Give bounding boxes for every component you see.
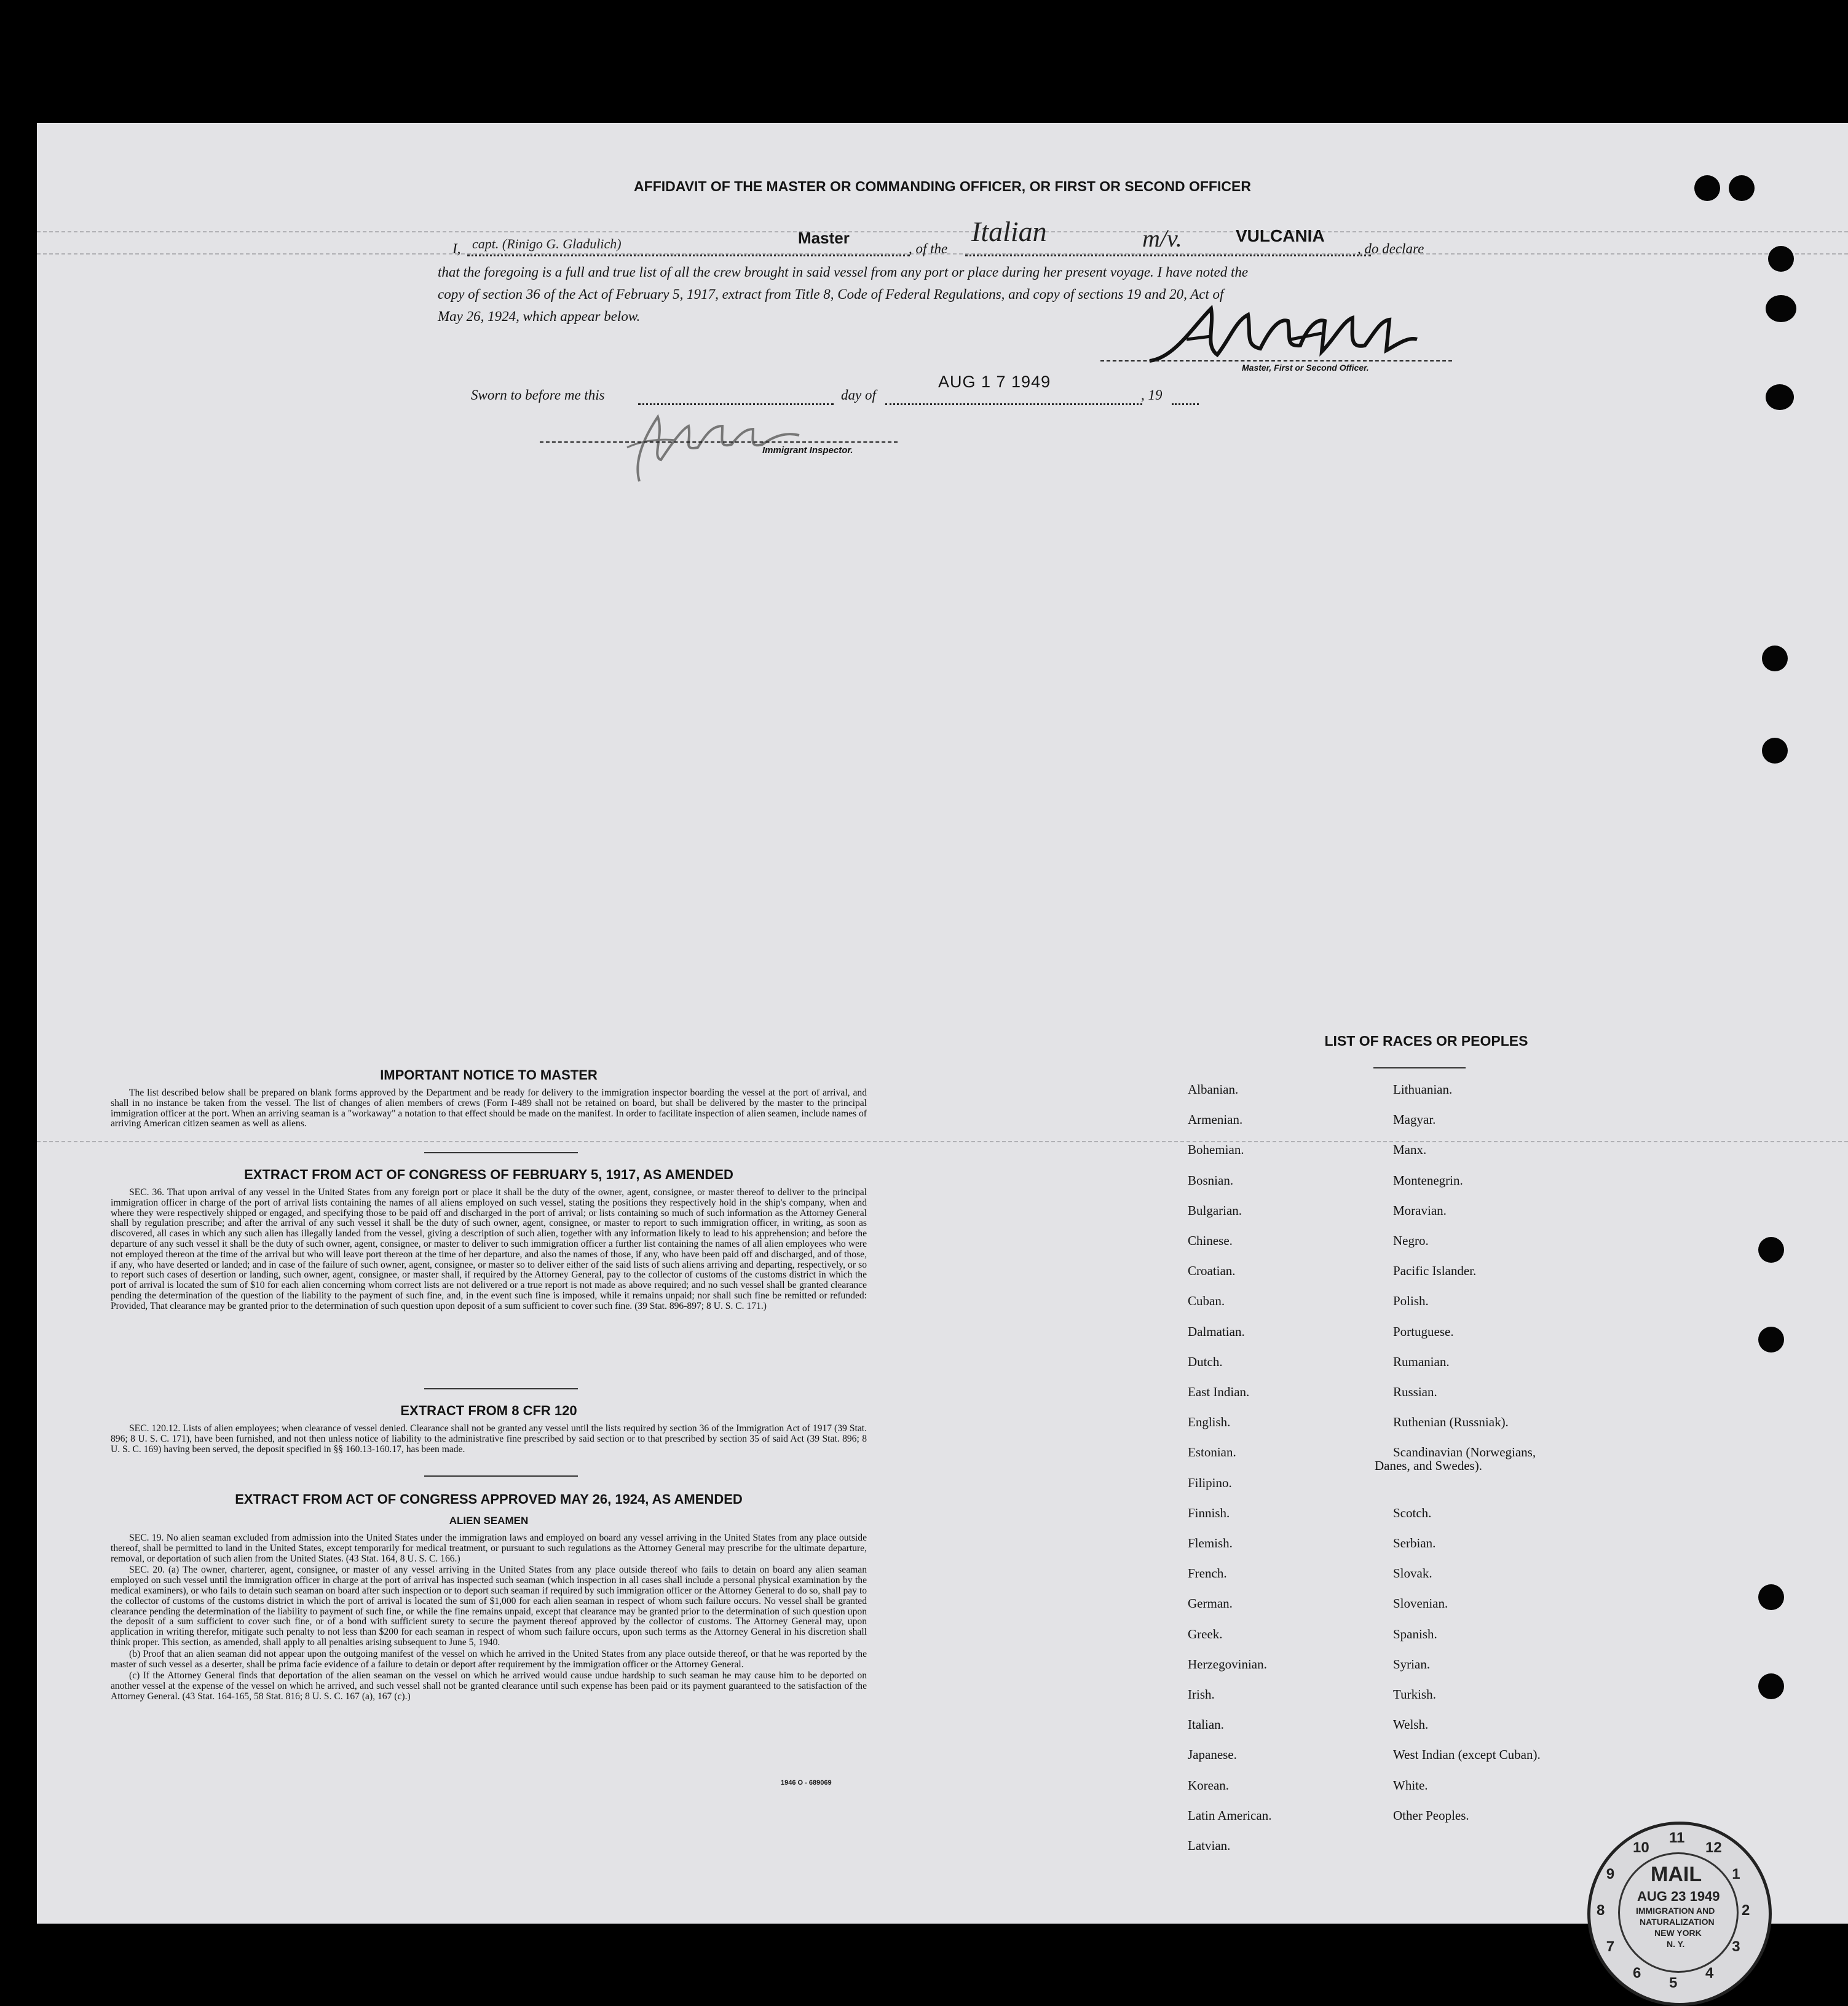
punch-hole — [1766, 295, 1796, 322]
mail-stamp — [1587, 1822, 1772, 2006]
race-item: Bulgarian. — [1188, 1202, 1242, 1218]
race-item: Armenian. — [1188, 1112, 1243, 1127]
stamp-ring-number: 9 — [1606, 1866, 1615, 1882]
extract-1917-heading: EXTRACT FROM ACT OF CONGRESS OF FEBRUARY 5, 1917, AS AMENDED — [244, 1167, 733, 1182]
punch-hole — [1758, 1673, 1784, 1699]
affidavit-line-3: copy of section 36 of the Act of February 5, 1917, extract from Title 8, Code of Federal Regulations, and copy of sections 19 and 20, Act of — [438, 286, 1224, 302]
race-item: Syrian. — [1393, 1656, 1431, 1672]
stamp-ring-number: 2 — [1742, 1902, 1750, 1919]
race-item: Manx. — [1393, 1142, 1427, 1158]
rank: Master — [798, 229, 850, 247]
race-item: Danes, and Swedes). — [1375, 1458, 1482, 1474]
race-item: Finnish. — [1188, 1505, 1230, 1520]
race-item: East Indian. — [1188, 1384, 1250, 1399]
race-item: Ruthenian (Russniak). — [1393, 1415, 1509, 1430]
race-item: Rumanian. — [1393, 1354, 1450, 1369]
race-item: Irish. — [1188, 1687, 1215, 1702]
day-of-label: day of — [841, 387, 876, 403]
of-the-label: , of the — [909, 241, 948, 256]
race-item: Other Peoples. — [1393, 1807, 1469, 1823]
extract-1917-text — [111, 1188, 867, 1313]
punch-hole — [1766, 384, 1794, 410]
stamp-ring-number: 1 — [1732, 1866, 1740, 1882]
punch-hole — [1762, 646, 1788, 671]
extract-cfr-heading: EXTRACT FROM 8 CFR 120 — [400, 1403, 577, 1418]
race-item: French. — [1188, 1566, 1227, 1581]
stamp-ring-number: 3 — [1732, 1938, 1740, 1955]
stamp-mail: MAIL — [1651, 1863, 1702, 1886]
date-stamp: AUG 1 7 1949 — [938, 373, 1051, 391]
extract-1924-sec20a: SEC. 20. (a) The owner, charterer, agent, consignee, or master of any vessel arriving in the United States from any place outside thereof who fails to detain on board any alien seaman employed on such vessel until the immigration officer in charge at the port of arrival has inspected such seaman (which inspection in all cases shall include a personal physical examination by the medical examiners), or who fails to detain such seaman on board after such inspection or to deport such seaman if required by such immigration officer or the Attorney General to do so, shall pay to the collector of customs of the customs district in which the port of arrival is located the sum of $1,000 for each alien seaman in respect of whom such failure occurs. No vessel shall be granted clearance pending the determination of the liability to payment of such fine, or while the fine remains unpaid, except that clearance may be granted prior to the determination of such question upon the deposit of a sum sufficient to cover such fine, or of a bond with sufficient surety to secure the payment thereof approved by the collector of customs. The Attorney General may, upon application in writing therefor, mitigate such penalty to not less than $200 for each seaman in respect of whom such failure occurs, upon such terms as the Attorney General in his discretion shall think proper. This section, as amended, shall apply to all penalties arising subsequent to June 5, 1940. — [111, 1565, 867, 1648]
form-sheet — [37, 123, 1848, 1991]
stamp-ring-number: 5 — [1669, 1975, 1678, 1991]
race-item: Dutch. — [1188, 1354, 1223, 1369]
extract-1917-paragraph: SEC. 36. That upon arrival of any vessel in the United States from any foreign port or place it shall be the duty of the owner, agent, consignee, or master thereof to deliver to the principal immigration officer in charge of the port of arrival lists containing the names of all aliens employed on such vessel, stating the positions they respectively hold in the ship's company, when and where they were respectively shipped or engaged, and specifying those to be paid off and discharged in the port of arrival; or lists containing so much of such information as the Attorney General shall by regulation prescribe; and after the arrival of any such vessel it shall be the duty of such owner, agent, consignee, or master to report to such immigration officer, in writing, as soon as discovered, all cases in which any such alien has illegally landed from the vessel, giving a description of such alien, together with any information likely to lead to his apprehension; and before the departure of any such vessel it shall be the duty of such owner, agent, consignee, or master to deliver to such immigration officer a further list containing the names of all alien employees who were not employed thereon at the time of the arrival but who will leave port thereon at the time of her departure, and also the names of those, if any, who have been paid off and discharged, and of those, if any, who have deserted or landed; and in case of the failure of such owner, agent, consignee, or master so to deliver either of the said lists of such aliens arriving and departing, respectively, or so to report such cases of desertion or landing, such owner, agent, consignee, or master shall, if required by the Attorney General, pay to the collector of customs of the customs district in which the port of arrival is located the sum of $10 for each alien concerning whom correct lists are not delivered or a true report is not made as above required; and no such vessel shall be granted clearance pending the determination of the question of the liability to the payment of such fine, and, in the event such fine is imposed, while it remains unpaid; nor shall such fine be remitted or refunded: Provided, That clearance may be granted prior to the determination of such question upon deposit of a sum sufficient to cover such fine. (39 Stat. 896-897; 8 U. S. C. 171.) — [111, 1187, 867, 1311]
race-item: White. — [1393, 1777, 1428, 1793]
race-item: Lithuanian. — [1393, 1082, 1453, 1097]
race-item: Albanian. — [1188, 1082, 1239, 1097]
year-label: , 19 — [1141, 387, 1163, 403]
do-declare: , do declare — [1357, 241, 1424, 256]
punch-hole — [1758, 1327, 1784, 1352]
extract-1924-sec19: SEC. 19. No alien seaman excluded from admission into the United States under the immigration laws and employed on board any vessel arriving in the United States from any place outside thereof, shall be permitted to land in the United States, except temporarily for medical treatment, or pursuant to such regulations as the Attorney General may prescribe for the ultimate departure, removal, or deportation of such alien from the United States. (43 Stat. 164, 8 U. S. C. 166.) — [111, 1533, 867, 1564]
race-item: English. — [1188, 1415, 1231, 1430]
notice-text — [111, 1088, 867, 1131]
race-item: Scotch. — [1393, 1505, 1432, 1520]
nationality: Italian — [971, 216, 1047, 247]
stamp-ring-number: 11 — [1669, 1830, 1685, 1846]
inspector-caption: Immigrant Inspector. — [762, 445, 853, 456]
punch-hole — [1762, 738, 1788, 764]
race-item: Japanese. — [1188, 1747, 1237, 1763]
notice-heading: IMPORTANT NOTICE TO MASTER — [380, 1067, 598, 1083]
race-item: Slovenian. — [1393, 1596, 1448, 1611]
stamp-ring-number: 10 — [1633, 1839, 1649, 1856]
race-item: Slovak. — [1393, 1566, 1432, 1581]
race-item: German. — [1188, 1596, 1233, 1611]
race-item: Croatian. — [1188, 1263, 1236, 1279]
signature-caption: Master, First or Second Officer. — [1242, 363, 1369, 373]
affidavit-line-4: May 26, 1924, which appear below. — [438, 309, 641, 324]
punch-hole — [1768, 246, 1794, 272]
race-item: Montenegrin. — [1393, 1172, 1463, 1188]
race-item: Pacific Islander. — [1393, 1263, 1477, 1279]
race-item: Scandinavian (Norwegians, — [1393, 1445, 1536, 1460]
races-heading: LIST OF RACES OR PEOPLES — [1324, 1033, 1528, 1049]
stamp-ring-number: 6 — [1633, 1965, 1641, 1982]
alien-seamen-subheading: ALIEN SEAMEN — [449, 1515, 529, 1526]
stamp-ring-number: 8 — [1597, 1902, 1605, 1919]
extract-cfr-text — [111, 1424, 867, 1456]
officer-name: capt. (Rinigo G. Gladulich) — [472, 236, 622, 251]
stamp-office-4: N. Y. — [1667, 1939, 1685, 1949]
i-label: I, — [452, 241, 461, 256]
race-item: Herzegovinian. — [1188, 1656, 1267, 1672]
race-item: Turkish. — [1393, 1687, 1436, 1702]
stamp-office-1: IMMIGRATION AND — [1636, 1906, 1715, 1916]
extract-1924-sec20b: (b) Proof that an alien seaman did not appear upon the outgoing manifest of the vessel on which he arrived in the United States from any place outside thereof, or that he was reported by the master of such vessel as a deserter, shall be prima facie evidence of a failure to detain or deport after requirement by the immigration officer or the Attorney General. — [111, 1648, 867, 1670]
race-item: Chinese. — [1188, 1233, 1233, 1248]
affidavit-title: AFFIDAVIT OF THE MASTER OR COMMANDING OFFICER, OR FIRST OR SECOND OFFICER — [634, 178, 1251, 194]
race-item: West Indian (except Cuban). — [1393, 1747, 1541, 1763]
race-item: Serbian. — [1393, 1536, 1436, 1550]
race-item: Cuban. — [1188, 1293, 1225, 1309]
race-item: Latin American. — [1188, 1807, 1272, 1823]
race-item: Portuguese. — [1393, 1324, 1454, 1339]
stamp-ring-number: 12 — [1705, 1839, 1722, 1856]
extract-1924-text — [111, 1533, 867, 1704]
race-item: Spanish. — [1393, 1626, 1437, 1641]
extract-1924-heading: EXTRACT FROM ACT OF CONGRESS APPROVED MAY 26, 1924, AS AMENDED — [235, 1491, 743, 1507]
stamp-office-2: NATURALIZATION — [1640, 1917, 1715, 1927]
race-item: Negro. — [1393, 1233, 1429, 1248]
vessel-type: m/v. — [1142, 224, 1182, 252]
race-item: Bosnian. — [1188, 1172, 1234, 1188]
stamp-date: AUG 23 1949 — [1637, 1889, 1720, 1904]
punch-hole — [1758, 1584, 1784, 1610]
stamp-office-3: NEW YORK — [1654, 1928, 1702, 1938]
race-item: Italian. — [1188, 1717, 1224, 1732]
race-item: Magyar. — [1393, 1112, 1436, 1127]
print-code: 1946 O - 689069 — [781, 1779, 832, 1787]
stamp-ring-number: 7 — [1606, 1938, 1615, 1955]
affidavit-line-2: that the foregoing is a full and true list of all the crew brought in said vessel from any port or place during her present voyage. I have noted the — [438, 264, 1249, 280]
race-item: Polish. — [1393, 1293, 1429, 1309]
extract-1924-sec20c: (c) If the Attorney General finds that deportation of the alien seaman on the vessel on which he arrived would cause undue hardship to such seaman he may cause him to be deported on another vessel at the expense of the vessel on which he arrived, and such vessel shall not be granted clearance until such expense has been paid or its payment guaranteed to the satisfaction of the Attorney General. (43 Stat. 164-165, 58 Stat. 816; 8 U. S. C. 167 (a), 167 (c).) — [111, 1670, 867, 1702]
race-item: Bohemian. — [1188, 1142, 1244, 1158]
notice-paragraph: The list described below shall be prepared on blank forms approved by the Department and be ready for delivery to the immigration inspector boarding the vessel at the port of arrival, and shall in no instance be taken from the vessel. The list of changes of alien members of crews (Form I-489 shall not be retained on board, but shall be delivered by the master to the principal immigration officer at the port. When an arriving seaman is a "workaway" a notation to that effect should be made on the manifest. In order to facilitate inspection of alien seamen, include names of arriving American citizen seamen as well as aliens. — [111, 1088, 867, 1129]
vessel-name: VULCANIA — [1236, 226, 1325, 245]
stamp-ring-number: 4 — [1705, 1965, 1714, 1982]
race-item: Flemish. — [1188, 1536, 1233, 1550]
race-item: Korean. — [1188, 1777, 1230, 1793]
race-item: Latvian. — [1188, 1838, 1231, 1853]
race-item: Filipino. — [1188, 1475, 1232, 1490]
punch-hole — [1758, 1237, 1784, 1263]
race-item: Moravian. — [1393, 1202, 1447, 1218]
sworn-label: Sworn to before me this — [471, 387, 605, 403]
race-item: Russian. — [1393, 1384, 1437, 1399]
race-item: Dalmatian. — [1188, 1324, 1245, 1339]
race-item: Greek. — [1188, 1626, 1223, 1641]
race-item: Estonian. — [1188, 1445, 1236, 1460]
extract-cfr-paragraph: SEC. 120.12. Lists of alien employees; when clearance of vessel denied. Clearance shall not be granted any vessel until the lists required by section 36 of the Immigration Act of 1917 (39 Stat. 896; 8 U. S. C. 171), have been furnished, and not then unless notice of liability to the administrative fine prescribed by said section or to that prescribed by section 35 of said Act (39 Stat. 896; 8 U. S. C. 169) having been served, the deposit specified in §§ 160.13-160.17, has been made. — [111, 1423, 867, 1455]
race-item: Welsh. — [1393, 1717, 1429, 1732]
